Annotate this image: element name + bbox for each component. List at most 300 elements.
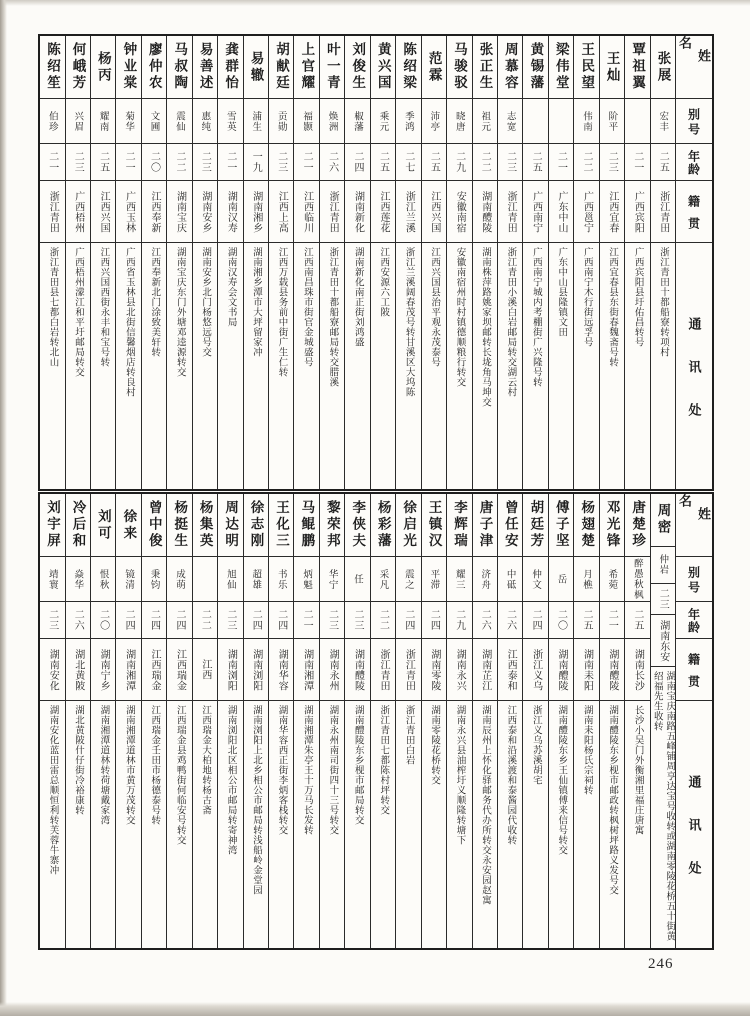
entry-age: [498, 143, 522, 180]
entry-alias: [447, 556, 471, 601]
entry-age: [294, 143, 318, 180]
entry-name: [193, 494, 217, 556]
entry-name: [371, 36, 395, 98]
entry-address: [651, 242, 675, 489]
entry-name: [651, 36, 675, 98]
entry-age-text: 二一: [301, 151, 313, 173]
entry-origin-text: 江西奉新: [149, 190, 161, 233]
entry-address-text: 广西梧州濛江和平圩邮局转交: [72, 247, 84, 377]
entry-origin: [40, 180, 64, 242]
directory-entry-column: [40, 36, 64, 489]
entry-origin-text: 湖南湘乡: [250, 190, 262, 233]
entry-age-text: 二〇: [555, 609, 567, 631]
entry-alias: [167, 98, 191, 143]
entry-address-text: 湖南浏阳北区相公市邮局转寄神湾: [225, 705, 237, 855]
entry-alias-text: 晓唐: [453, 110, 465, 132]
entry-address-text: 江西泰和沿溪渡和泰酱园代收转: [505, 705, 517, 845]
entry-age-text: 二三: [275, 151, 287, 173]
entry-alias-text: 旭仙: [224, 568, 236, 590]
directory-entry-column: [522, 494, 547, 948]
entry-address: [66, 700, 90, 948]
entry-alias: [574, 556, 598, 601]
directory-entry-column: [65, 494, 90, 948]
entry-age-text: 二四: [352, 151, 364, 173]
entry-name-text: 胡廷芳: [528, 500, 544, 550]
entry-alias-text: 震之: [402, 568, 414, 590]
entry-age-text: 二五: [580, 609, 592, 631]
entry-name: [625, 494, 649, 556]
entry-age: [371, 143, 395, 180]
entry-origin: [91, 180, 115, 242]
entry-age-text: 二一: [606, 609, 618, 631]
directory-entry-column: [90, 36, 115, 489]
entry-origin: [447, 638, 471, 700]
entry-origin: [549, 180, 573, 242]
entry-address-text: 湖南安乡北门杨悠远号交: [200, 247, 212, 357]
entry-address-text: 江西瑞金县鸡鸭街何临安号转交: [174, 705, 186, 845]
entry-origin: [142, 638, 166, 700]
directory-entry-column: [243, 36, 268, 489]
directory-entry-column: [421, 36, 446, 489]
entry-address-text: 湖南永州南司街四十三号转交: [327, 705, 339, 835]
entry-name: [345, 494, 369, 556]
entry-origin: [91, 638, 115, 700]
entry-name-text: 刘宇屏: [45, 500, 61, 550]
entry-name-text: 杨丙: [95, 50, 111, 84]
entry-origin: [600, 180, 624, 242]
entry-origin: [193, 180, 217, 242]
entry-origin: [345, 180, 369, 242]
entry-age-text: 二一: [224, 151, 236, 173]
entry-age-text: 二三: [606, 151, 618, 173]
entry-address: [116, 242, 140, 489]
entry-alias: [447, 98, 471, 143]
entry-origin-text: 湖南汉寿: [225, 190, 237, 233]
entry-alias: [549, 556, 573, 601]
entry-alias: [167, 556, 191, 601]
entry-name-text: 杨挺生: [172, 500, 188, 550]
entry-origin-text: 湖南耒阳: [581, 648, 593, 691]
entry-address-text: 湖南湘潭道林转荷塘戴家湾: [98, 705, 110, 825]
entry-address: [625, 242, 649, 489]
entry-address: [498, 700, 522, 948]
entry-origin-text: 湖南宁乡: [98, 648, 110, 691]
entry-age-text: 二五: [377, 151, 389, 173]
entry-alias: [574, 98, 598, 143]
entry-address-text: 湖南湘潭朱亭王十万马长发转: [301, 705, 313, 835]
entry-name-text: 陈绍梁: [401, 42, 417, 92]
entry-age: [447, 601, 471, 638]
entry-address: [91, 242, 115, 489]
entry-alias: [244, 556, 268, 601]
scan-edge-top: [0, 0, 750, 6]
entry-origin-text: 浙江青田: [657, 190, 669, 233]
column-header-alias: [676, 556, 712, 601]
entry-address-text: 浙江青田白岩: [403, 705, 415, 765]
directory-entry-column: [370, 494, 395, 948]
entry-alias: [600, 98, 624, 143]
entry-name: [244, 36, 268, 98]
entry-origin: [320, 180, 344, 242]
entry-alias-text: 平滞: [428, 568, 440, 590]
entry-address-text: 湖南汉寿会文书局: [225, 247, 237, 327]
entry-age-text: 二三: [46, 609, 58, 631]
entry-name-text: 廖仲农: [146, 42, 162, 92]
entry-age-text: 二四: [123, 609, 135, 631]
entry-age: [345, 601, 369, 638]
scan-edge-bottom: [0, 1002, 750, 1016]
entry-address-text: 湖南株萍路姚家坝邮转长垅角马坤交: [479, 247, 491, 407]
entry-age-text: 二二: [173, 151, 185, 173]
entry-origin-text: 湖南东安: [657, 619, 669, 662]
entry-origin-text: 浙江义乌: [530, 648, 542, 691]
entry-address: [40, 700, 64, 948]
entry-address-text: 浙江青田县七都白岩转北山: [47, 247, 59, 367]
entry-age-text: 二四: [402, 609, 414, 631]
entry-age-text: 二四: [530, 609, 542, 631]
entry-address: [294, 242, 318, 489]
entry-age-text: 二五: [530, 151, 542, 173]
entry-name-text: 刘俊生: [350, 42, 366, 92]
entry-origin-text: 湖南安乡: [199, 190, 211, 233]
entry-origin-text: 湖南长沙: [632, 648, 644, 691]
entry-address-text: 湖南安化蓝田雷总顺恒利转芙蓉牛寨冲: [47, 705, 59, 875]
entry-name: [91, 494, 115, 556]
entry-alias-text: 任: [352, 573, 364, 585]
entry-name: [600, 36, 624, 98]
entry-address-text: 湖南新化南正街刘鸿盛: [352, 247, 364, 347]
entry-name-text: 徐志刚: [248, 500, 264, 550]
entry-origin-text: 广东中山: [556, 190, 568, 233]
entry-address-text: 湖南宝庆东门外塘邓逵源转交: [174, 247, 186, 377]
entry-name-text: 曾中俊: [146, 500, 162, 550]
column-header-age: [676, 143, 712, 180]
entry-alias: [66, 556, 90, 601]
entry-age-text: 二一: [301, 609, 313, 631]
entry-age-text: 二四: [148, 609, 160, 631]
entry-address-text: 湖北黄陂什仔街冷裕康转: [72, 705, 84, 815]
entry-age: [269, 143, 293, 180]
entry-origin: [422, 638, 446, 700]
entry-address-text: 浙江义乌苏溪胡宅: [530, 705, 542, 785]
entry-address: [396, 242, 420, 489]
column-header-origin: [676, 180, 712, 242]
entry-address: [625, 700, 649, 948]
entry-age-text: 二〇: [97, 609, 109, 631]
entry-name-text: 马鲲鹏: [299, 500, 315, 550]
entry-origin-text: 广西玉林: [123, 190, 135, 233]
entry-alias: [116, 556, 140, 601]
entry-name: [167, 36, 191, 98]
entry-address: [269, 242, 293, 489]
entry-name: [294, 36, 318, 98]
directory-entry-column: [624, 494, 649, 948]
entry-age-text: 二三: [352, 609, 364, 631]
column-header-address: [676, 700, 712, 948]
entry-origin: [523, 180, 547, 242]
directory-entry-column: [217, 494, 242, 948]
entry-age-text: 二九: [453, 609, 465, 631]
entry-name-text: 王化三: [273, 500, 289, 550]
entry-origin: [116, 180, 140, 242]
entry-age-text: 二〇: [148, 151, 160, 173]
entry-alias: [294, 98, 318, 143]
directory-entry-column: [599, 36, 624, 489]
entry-address-text: 广西宾阳县圩佑昌转号: [632, 247, 644, 347]
entry-origin: [574, 180, 598, 242]
entry-address-text: 广西南宁城内考棚街广兴隆号转: [530, 247, 542, 387]
entry-name-text: 钟业棠: [121, 42, 137, 92]
directory-entry-column: [65, 36, 90, 489]
entry-origin-text: 浙江青田: [403, 648, 415, 691]
entry-alias-text: 济舟: [479, 568, 491, 590]
directory-entry-column: [319, 494, 344, 948]
column-header-address: [676, 242, 712, 489]
entry-address: [193, 242, 217, 489]
entry-name-text: 唐楚珍: [630, 500, 646, 550]
entry-name: [244, 494, 268, 556]
entry-alias: [91, 98, 115, 143]
entry-age: [116, 601, 140, 638]
entry-address: [345, 700, 369, 948]
entry-age: [574, 143, 598, 180]
entry-alias-text: 椒藩: [352, 110, 364, 132]
entry-origin-text: 湖南宝庆: [174, 190, 186, 233]
entry-address-text: 湖南零陵花桥转交: [429, 705, 441, 785]
entry-name-text: 周达明: [223, 500, 239, 550]
entry-origin: [574, 638, 598, 700]
entry-name: [447, 494, 471, 556]
header-column: [675, 494, 712, 948]
entry-address: [345, 242, 369, 489]
entry-name-text: 范霖: [426, 50, 442, 84]
entry-origin: [625, 638, 649, 700]
entry-age: [498, 601, 522, 638]
entry-age-text: 二一: [631, 151, 643, 173]
entry-alias: [244, 98, 268, 143]
directory-entry-column: [293, 494, 318, 948]
entry-name-text: 曾任安: [502, 500, 518, 550]
entry-alias-text: 炳魁: [301, 568, 313, 590]
entry-origin: [244, 638, 268, 700]
entry-alias-text: 采凡: [377, 568, 389, 590]
entry-alias: [193, 98, 217, 143]
entry-name-text: 刘可: [95, 508, 111, 542]
directory-entry-column: [548, 494, 573, 948]
entry-alias: [523, 556, 547, 601]
entry-name: [625, 36, 649, 98]
entry-origin-text: 广西梧州: [72, 190, 84, 233]
entry-origin: [523, 638, 547, 700]
entry-age: [625, 143, 649, 180]
entry-name: [218, 494, 242, 556]
entry-origin: [40, 638, 64, 700]
entry-address: [473, 700, 497, 948]
entry-origin: [498, 180, 522, 242]
entry-alias: [320, 98, 344, 143]
entry-origin-text: 广西南宁: [530, 190, 542, 233]
directory-entry-column: [650, 36, 675, 489]
entry-name-text: 杨彩藩: [375, 500, 391, 550]
entry-name: [294, 494, 318, 556]
directory-entry-column: [446, 36, 471, 489]
entry-address-text: 江西瑞金大柏地转杨古斋: [200, 705, 212, 815]
entry-origin-text: 湖南醴陵: [479, 190, 491, 233]
entry-address: [651, 666, 675, 948]
entry-alias: [345, 98, 369, 143]
entry-address-text: 湖南辰州上怀化驿邮务代办所转交永安园赵寓: [479, 705, 491, 905]
entry-age-text: 二六: [504, 609, 516, 631]
entry-origin-text: 江西: [199, 659, 211, 680]
entry-name: [498, 494, 522, 556]
entry-name: [218, 36, 242, 98]
directory-entry-column: [497, 36, 522, 489]
entry-age-text: 二二: [580, 151, 592, 173]
entry-origin: [473, 180, 497, 242]
entry-address: [422, 242, 446, 489]
entry-origin-text: 江西临川: [301, 190, 313, 233]
entry-origin-text: 湖南湘潭: [123, 648, 135, 691]
entry-age-text: 二六: [479, 609, 491, 631]
entry-alias-text: 岳: [555, 573, 567, 585]
column-header-address-text: 通讯处: [686, 316, 702, 446]
entry-age: [193, 601, 217, 638]
entry-alias-text: 沛亭: [428, 110, 440, 132]
entry-age-text: 二五: [97, 151, 109, 173]
entry-origin: [269, 638, 293, 700]
entry-alias: [625, 98, 649, 143]
entry-origin-text: 浙江青田: [327, 190, 339, 233]
entry-alias-text: 希菀: [606, 568, 618, 590]
entry-alias-text: 中砥: [504, 568, 516, 590]
entry-origin-text: 浙江青田: [505, 190, 517, 233]
entry-age: [244, 601, 268, 638]
entry-name-text: 叶一青: [324, 42, 340, 92]
entry-address-text: 浙江青田十都船寮邮局转交腊溪: [327, 247, 339, 387]
entry-age: [523, 143, 547, 180]
directory-entry-column: [192, 494, 217, 948]
entry-name: [447, 36, 471, 98]
entry-address: [320, 242, 344, 489]
entry-origin: [320, 638, 344, 700]
entry-name: [422, 36, 446, 98]
entry-age-text: 二二: [199, 609, 211, 631]
entry-name-text: 王民望: [579, 42, 595, 92]
entry-age: [116, 143, 140, 180]
entry-name: [40, 494, 64, 556]
entry-address: [66, 242, 90, 489]
entry-address: [498, 242, 522, 489]
entry-name: [91, 36, 115, 98]
entry-address-text: 湖南湘潭道林市黄万茂转交: [123, 705, 135, 825]
entry-name-text: 易辙: [248, 50, 264, 84]
entry-alias: [371, 98, 395, 143]
entry-address-text: 湖南耒阳杨氏宗祠转: [581, 705, 593, 795]
entry-address: [600, 242, 624, 489]
entry-age: [549, 143, 573, 180]
entry-age: [218, 601, 242, 638]
entry-address-text: 浙江青田十都船寮转项村: [658, 247, 670, 357]
entry-origin-text: 湖南永兴: [454, 648, 466, 691]
entry-age-text: 二六: [326, 151, 338, 173]
entry-age: [218, 143, 242, 180]
entry-name-text: 马叔陶: [172, 42, 188, 92]
entry-address: [294, 700, 318, 948]
directory-table-top: [38, 34, 714, 491]
entry-alias-text: 华宁: [326, 568, 338, 590]
entry-address: [244, 700, 268, 948]
entry-age-text: 二四: [250, 609, 262, 631]
column-header-origin: [676, 638, 712, 700]
column-header-age: [676, 601, 712, 638]
entry-name: [371, 494, 395, 556]
entry-name: [142, 36, 166, 98]
entry-age: [142, 601, 166, 638]
entry-name: [193, 36, 217, 98]
entry-age: [66, 143, 90, 180]
entry-name-text: 周密: [655, 503, 671, 537]
entry-age: [345, 143, 369, 180]
entry-address-text: 湖南醴陵东乡枧市邮局转交: [352, 705, 364, 825]
entry-address: [396, 700, 420, 948]
directory-entry-column: [141, 36, 166, 489]
entry-alias: [600, 556, 624, 601]
entry-origin: [473, 638, 497, 700]
entry-age: [167, 143, 191, 180]
entry-age: [193, 143, 217, 180]
entry-origin-text: 湖北黄陂: [72, 648, 84, 691]
entry-alias-text: 震仙: [173, 110, 185, 132]
entry-age-text: 二二: [377, 609, 389, 631]
entry-origin-text: 广西邕宁: [581, 190, 593, 233]
header-column: [675, 36, 712, 489]
column-header-name: [676, 494, 712, 556]
entry-name: [345, 36, 369, 98]
entry-name: [422, 494, 446, 556]
entry-age-text: 二七: [402, 151, 414, 173]
entry-origin: [142, 180, 166, 242]
entry-age-text: 二一: [123, 151, 135, 173]
entry-origin-text: 湖南醴陵: [556, 648, 568, 691]
directory-entry-column: [40, 494, 64, 948]
entry-address-text: 广西南宁木行街远孚号: [581, 247, 593, 347]
entry-origin-text: 广西宾阳: [632, 190, 644, 233]
entry-age: [244, 143, 268, 180]
entry-name: [523, 494, 547, 556]
entry-age-text: 二一: [46, 151, 58, 173]
directory-entry-column: [522, 36, 547, 489]
entry-alias: [193, 556, 217, 601]
entry-alias-text: 志宽: [504, 110, 516, 132]
entry-age-text: 二三: [224, 609, 236, 631]
entry-origin: [193, 638, 217, 700]
directory-entry-column: [293, 36, 318, 489]
directory-entry-column: [90, 494, 115, 948]
directory-entry-column: [624, 36, 649, 489]
entry-origin: [651, 180, 675, 242]
entry-age-text: 一九: [250, 151, 262, 173]
entry-name-text: 冷后和: [70, 500, 86, 550]
entry-name-text: 易善述: [197, 42, 213, 92]
entry-age-text: 二四: [428, 609, 440, 631]
entry-origin: [167, 638, 191, 700]
entry-origin-text: 湖南安化: [47, 648, 59, 691]
entry-age: [651, 583, 675, 614]
entry-origin: [498, 638, 522, 700]
entry-age: [600, 143, 624, 180]
entry-alias: [269, 556, 293, 601]
directory-entry-column: [421, 494, 446, 948]
